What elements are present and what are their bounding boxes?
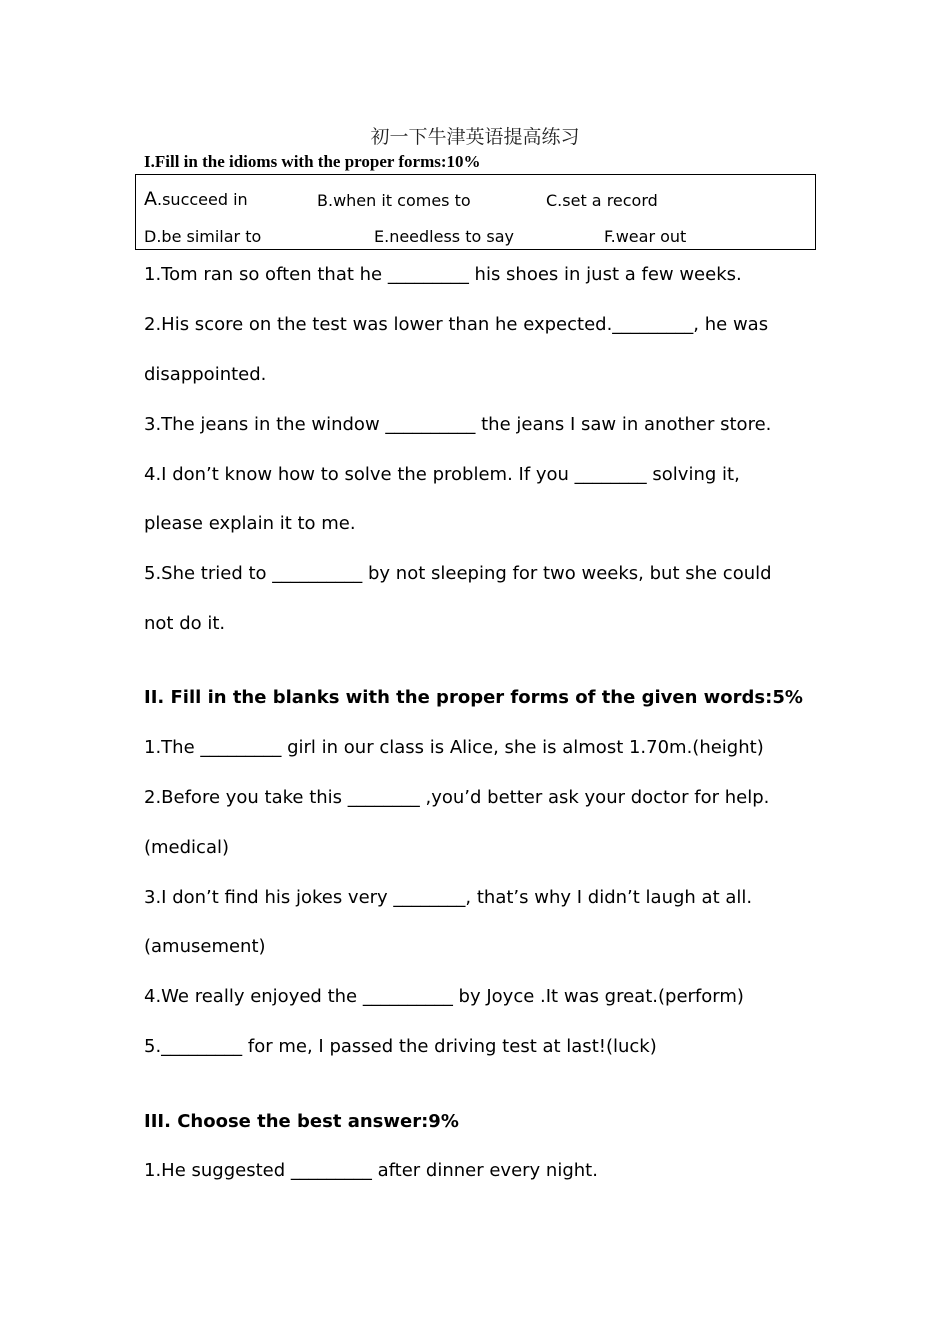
s2-line-1: 1.The _________ girl in our class is Alice, she is almost 1.70m.(height) (144, 737, 764, 758)
section-2-heading: II. Fill in the blanks with the proper forms of the given words:5% (144, 687, 803, 708)
option-d: D.be similar to (144, 227, 262, 246)
s1-line-3: disappointed. (144, 364, 267, 385)
s1-line-8: not do it. (144, 613, 226, 634)
section-3-heading: III. Choose the best answer:9% (144, 1111, 459, 1132)
s1-line-6: please explain it to me. (144, 513, 356, 534)
s2-line-2: 2.Before you take this ________ ,you’d better ask your doctor for help. (144, 787, 770, 808)
page-title: 初一下牛津英语提高练习 (370, 126, 580, 148)
option-f: F.wear out (604, 227, 687, 246)
s2-line-4: 3.I don’t find his jokes very ________, that’s why I didn’t laugh at all. (144, 887, 753, 908)
s1-line-2: 2.His score on the test was lower than he expected._________, he was (144, 314, 769, 335)
option-e: E.needless to say (374, 227, 514, 246)
option-a-letter: A (144, 188, 157, 210)
option-c: C.set a record (546, 191, 658, 210)
option-a-text: .succeed in (157, 190, 248, 209)
s3-line-1: 1.He suggested _________ after dinner every night. (144, 1160, 598, 1181)
option-a (144, 188, 248, 210)
s1-line-7: 5.She tried to __________ by not sleeping for two weeks, but she could (144, 563, 772, 584)
section-1-heading: I.Fill in the idioms with the proper forms:10% (144, 152, 481, 171)
s2-line-6: 4.We really enjoyed the __________ by Joyce .It was great.(perform) (144, 986, 744, 1007)
s2-line-3: (medical) (144, 837, 230, 858)
option-b: B.when it comes to (317, 191, 471, 210)
s2-line-7: 5._________ for me, I passed the driving test at last!(luck) (144, 1036, 657, 1057)
s1-line-4: 3.The jeans in the window __________ the jeans I saw in another store. (144, 414, 772, 435)
s2-line-5: (amusement) (144, 936, 266, 957)
s1-line-5: 4.I don’t know how to solve the problem. If you ________ solving it, (144, 464, 740, 485)
s1-line-1: 1.Tom ran so often that he _________ his shoes in just a few weeks. (144, 264, 742, 285)
